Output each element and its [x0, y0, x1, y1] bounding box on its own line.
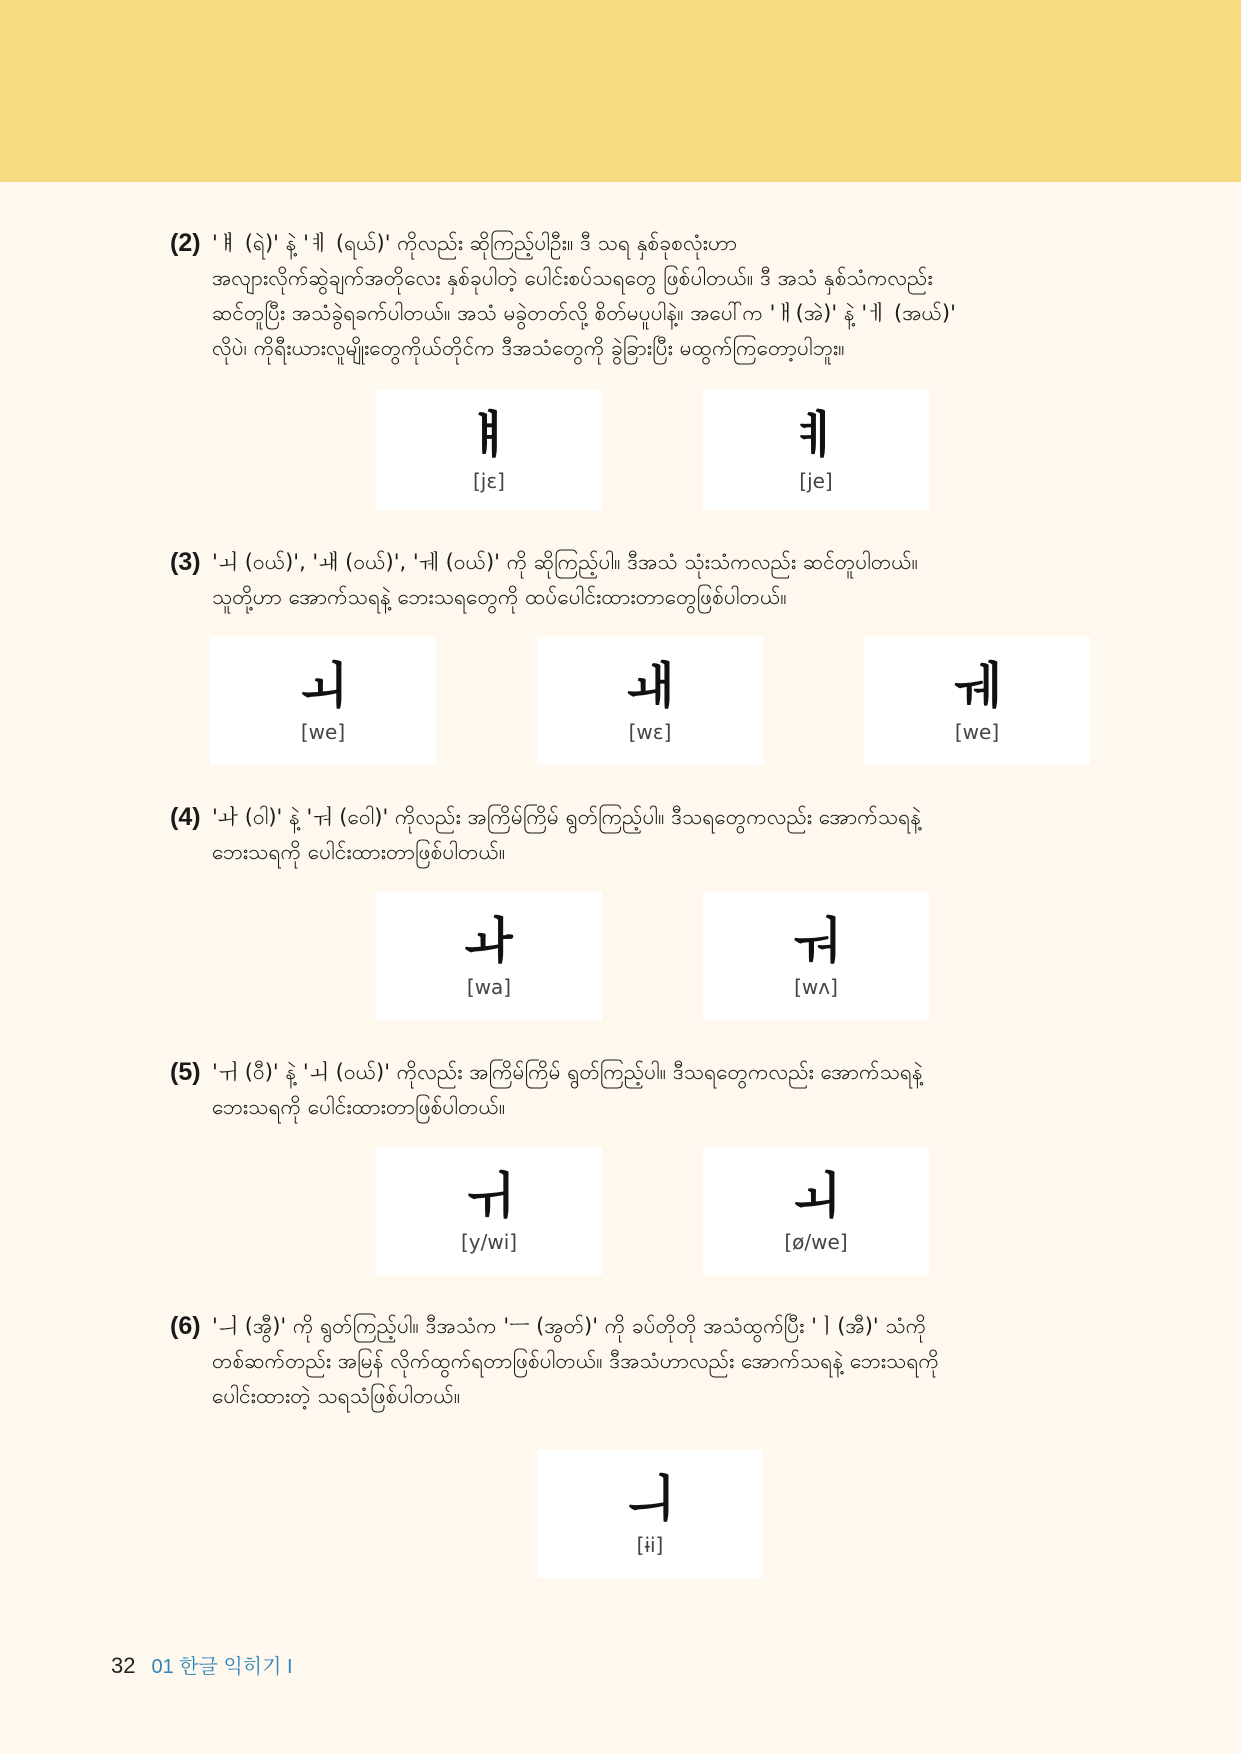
vowel-glyph: ㅘ: [464, 912, 514, 970]
vowel-glyph: ㅚ: [791, 1167, 841, 1225]
vowel-card: [703, 390, 929, 510]
text-line: 'ㅟ (ဝီ)' နဲ့ 'ㅚ (ဝယ်)' ကိုလည်း အကြိမ်ကြိမ် ရွတ်ကြည့်ပါ။ ဒီသရတွေကလည်း အောက်သရနဲ့: [212, 1060, 923, 1084]
section-text: [212, 1309, 939, 1414]
vowel-glyph: ㅢ: [625, 1470, 675, 1528]
text-line: တစ်ဆက်တည်း အမြန် လိုက်ထွက်ရတာဖြစ်ပါတယ်။ ဒီအသံဟာလည်း အောက်သရနဲ့ ဘေးသရကို: [212, 1349, 939, 1373]
vowel-card: [376, 1147, 602, 1275]
text-line: သူတို့ဟာ အောက်သရနဲ့ ဘေးသရတွေကို ထပ်ပေါင်းထားတာတွေဖြစ်ပါတယ်။: [212, 585, 787, 609]
vowel-glyph: ㅙ: [625, 657, 675, 715]
text-line: လိုပဲ၊ ကိုရီးယားလူမျိုးတွေကိုယ်တိုင်က ဒီအသံတွေကို ခွဲခြားပြီး မထွက်ကြတော့ပါဘူး။: [212, 336, 845, 360]
section-text: [212, 226, 956, 366]
section-5: [170, 1055, 1100, 1272]
page-number: 32: [111, 1653, 136, 1678]
section-number: (3): [170, 548, 201, 576]
vowel-card: [703, 892, 929, 1020]
vowel-cards: [170, 1147, 1100, 1272]
vowel-glyph: ㅒ: [464, 406, 514, 464]
text-line: အလျားလိုက်ဆွဲချက်အတိုလေး နှစ်ခုပါတဲ့ ပေါင်းစပ်သရတွေ ဖြစ်ပါတယ်။ ဒီ အသံ နှစ်သံကလည်း: [212, 266, 933, 290]
section-2: [170, 226, 1100, 515]
section-text: [212, 800, 921, 870]
text-line: ဆင်တူပြီး အသံခွဲရခက်ပါတယ်။ အသံ မခွဲတတ်လို့ စိတ်မပူပါနဲ့။ အပေါ်က 'ㅐ(အဲ)' နဲ့ 'ㅔ (အယ်)': [212, 301, 956, 325]
text-line: 'ㅢ (အွီ)' ကို ရွတ်ကြည့်ပါ။ ဒီအသံက 'ㅡ (အွတ်)' ကို ခပ်တိုတို အသံထွက်ပြီး 'ㅣ(အီ)' သံကို: [212, 1314, 927, 1338]
text-line: ပေါင်းထားတဲ့ သရသံဖြစ်ပါတယ်။: [212, 1384, 461, 1408]
chapter-label: 01 한글 익히기 I: [151, 1656, 293, 1678]
vowel-card: [703, 1147, 929, 1275]
vowel-card: [537, 1450, 763, 1578]
vowel-glyph: ㅚ: [298, 657, 348, 715]
vowel-ipa: [wɛ]: [628, 720, 672, 744]
vowel-cards: [170, 892, 1100, 1017]
vowel-ipa: [y/wi]: [460, 1230, 518, 1254]
section-number: (6): [170, 1312, 201, 1340]
vowel-ipa: [we]: [300, 720, 346, 744]
text-line: 'ㅒ (ရဲ)' နဲ့ 'ㅖ (ရယ်)' ကိုလည်း ဆိုကြည့်ပါဦး။ ဒီ သရ နှစ်ခုစလုံးဟာ: [212, 231, 738, 255]
section-number: (2): [170, 229, 201, 257]
text-line: 'ㅚ (ဝယ်)', 'ㅙ (ဝယ်)', 'ㅞ (ဝယ်)' ကို ဆိုကြည့်ပါ။ ဒီအသံ သုံးသံကလည်း ဆင်တူပါတယ်။: [212, 550, 919, 574]
section-3: [170, 545, 1100, 762]
vowel-ipa: [je]: [799, 469, 833, 493]
vowel-ipa: [wa]: [466, 975, 512, 999]
header-band: [0, 0, 1241, 182]
vowel-glyph: ㅞ: [952, 657, 1002, 715]
page-footer: [111, 1650, 293, 1679]
vowel-card: [210, 637, 436, 765]
vowel-glyph: ㅝ: [791, 912, 841, 970]
vowel-ipa: [wʌ]: [794, 975, 838, 999]
vowel-glyph: ㅖ: [791, 406, 841, 464]
vowel-card: [864, 637, 1090, 765]
vowel-ipa: [ø/we]: [784, 1230, 848, 1254]
vowel-card: [376, 390, 602, 510]
text-line: 'ㅘ (ဝါ)' နဲ့ 'ㅝ (ဝေါ)' ကိုလည်း အကြိမ်ကြိမ် ရွတ်ကြည့်ပါ။ ဒီသရတွေကလည်း အောက်သရနဲ့: [212, 805, 922, 829]
vowel-card: [537, 637, 763, 765]
section-number: (5): [170, 1058, 201, 1086]
vowel-ipa: [jɛ]: [473, 469, 505, 493]
vowel-ipa: [we]: [954, 720, 1000, 744]
vowel-cards: [170, 390, 1100, 515]
text-line: ဘေးသရကို ပေါင်းထားတာဖြစ်ပါတယ်။: [212, 1095, 506, 1119]
section-text: [212, 1055, 923, 1125]
section-4: [170, 800, 1100, 1017]
vowel-ipa: [ɨi]: [636, 1533, 664, 1557]
vowel-cards: [170, 1450, 1100, 1575]
vowel-card: [376, 892, 602, 1020]
vowel-cards: [170, 637, 1100, 762]
section-text: [212, 545, 918, 615]
vowel-glyph: ㅟ: [464, 1167, 514, 1225]
section-6: [170, 1309, 1100, 1575]
section-number: (4): [170, 803, 201, 831]
text-line: ဘေးသရကို ပေါင်းထားတာဖြစ်ပါတယ်။: [212, 840, 506, 864]
